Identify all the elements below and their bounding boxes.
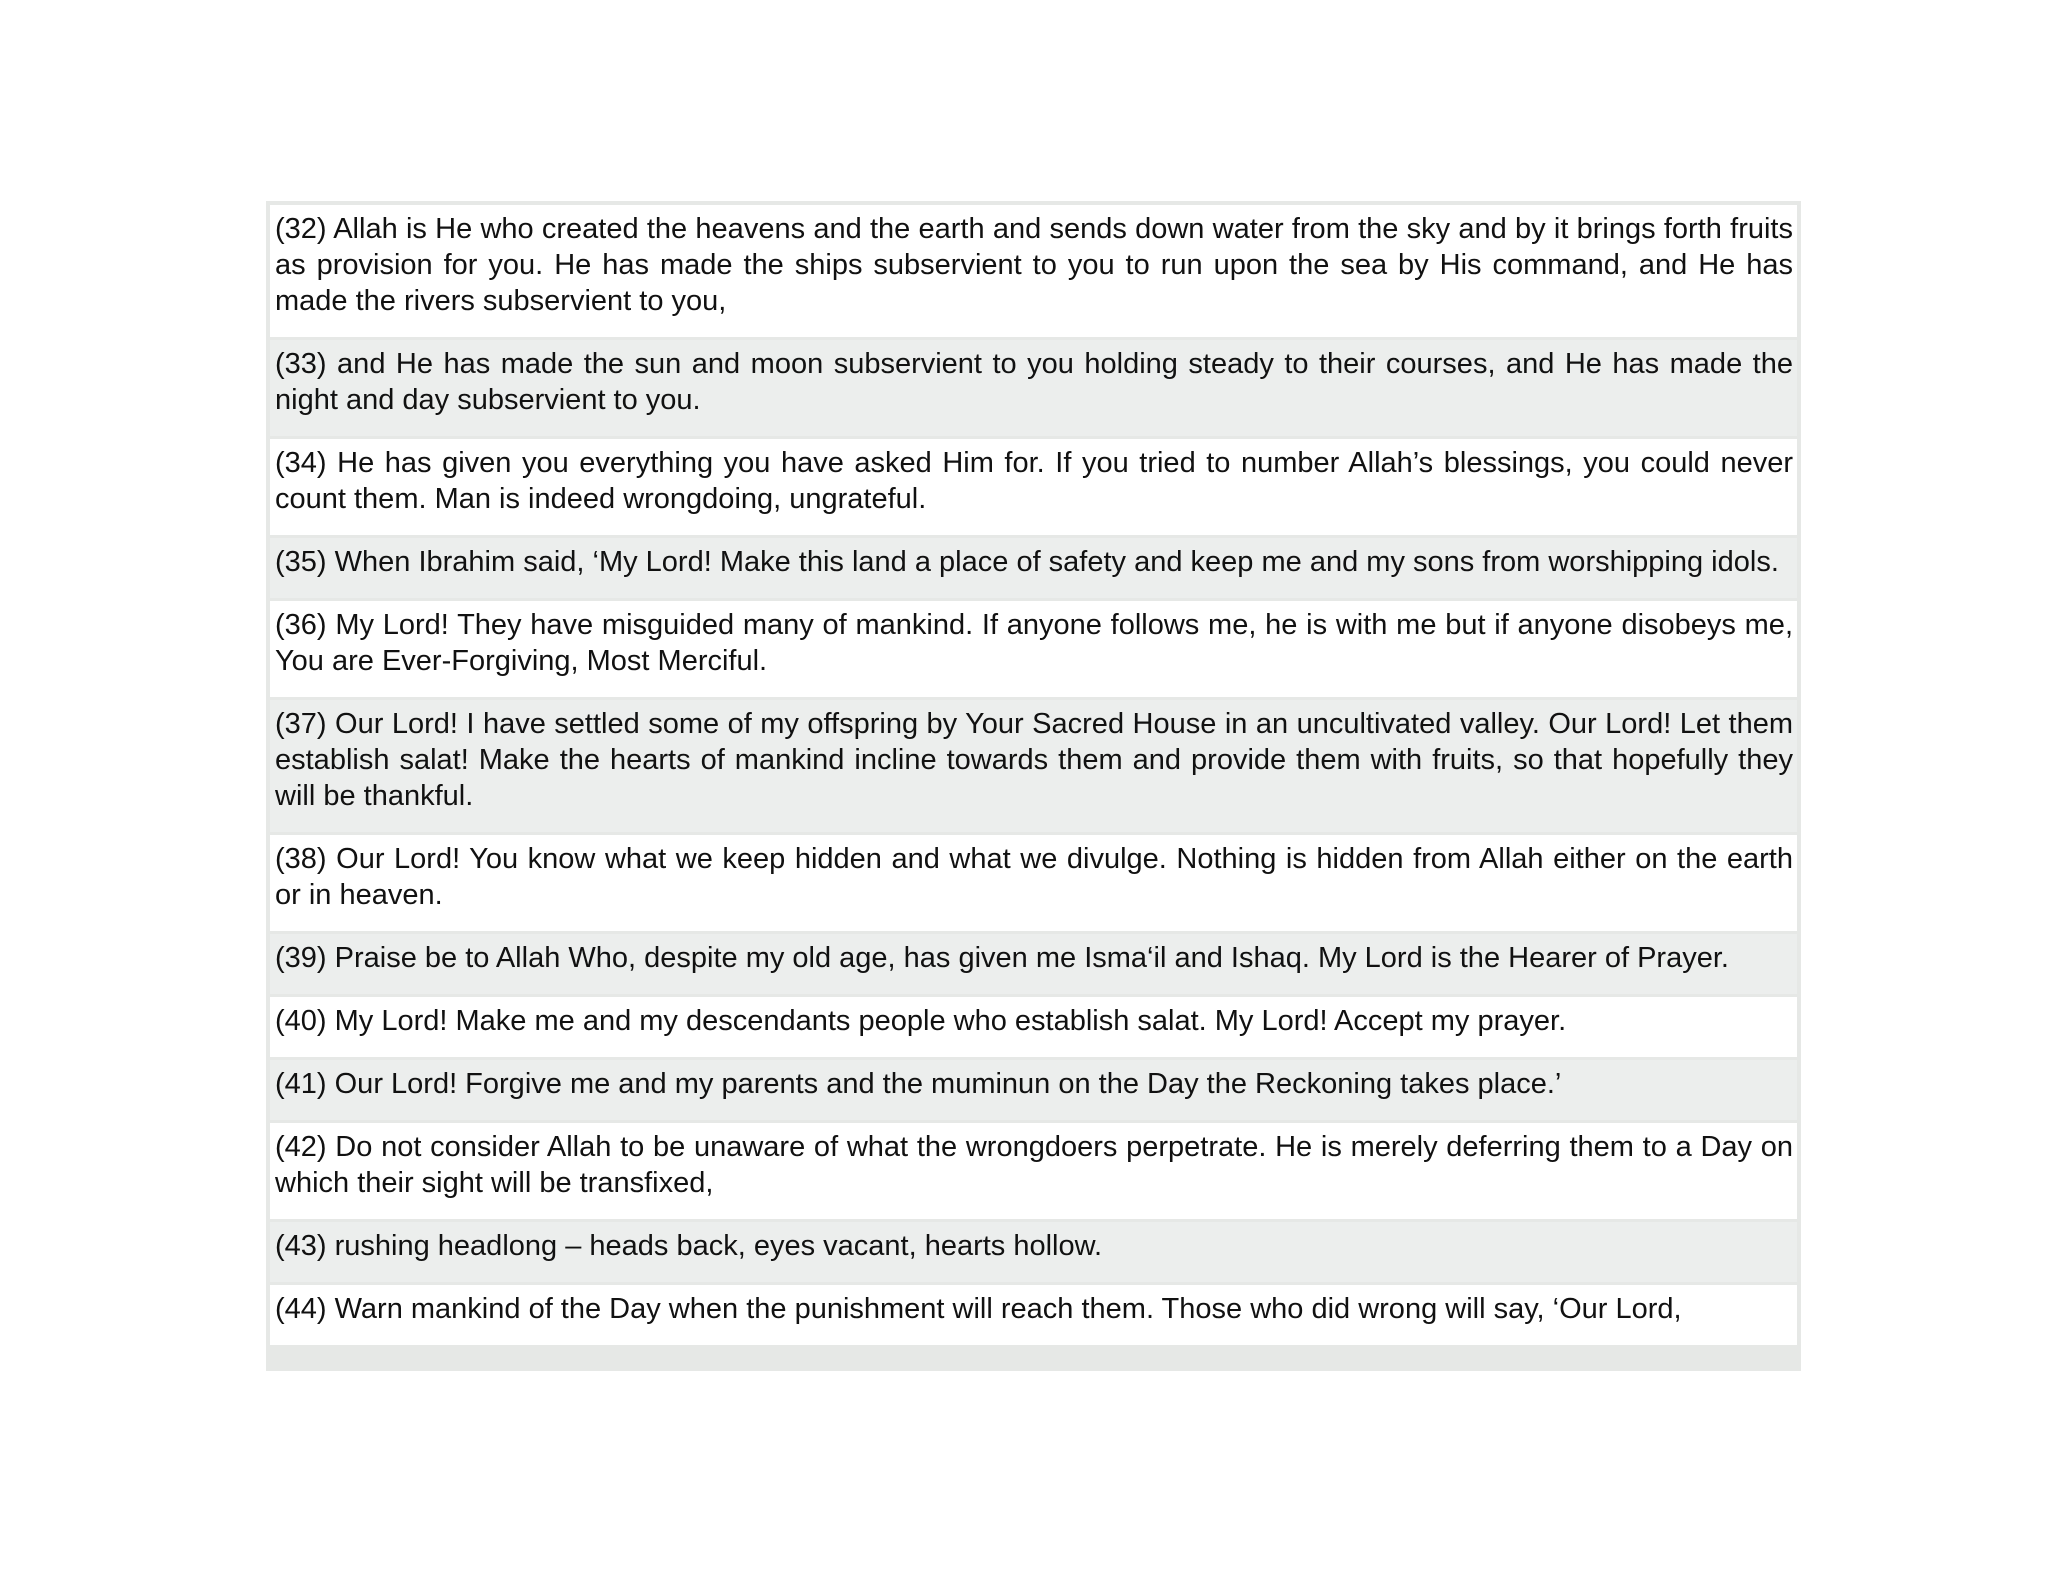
verse-44: (44) Warn mankind of the Day when the punishment will reach them. Those who did wrong will say, ‘Our Lord,: [270, 1285, 1797, 1345]
verse-33: (33) and He has made the sun and moon subservient to you holding steady to their courses, and He has made the night and day subservient to you.: [270, 340, 1797, 436]
verse-39: (39) Praise be to Allah Who, despite my old age, has given me Isma‘il and Ishaq. My Lord is the Hearer of Prayer.: [270, 934, 1797, 994]
verse-41: (41) Our Lord! Forgive me and my parents and the muminun on the Day the Reckoning takes place.’: [270, 1060, 1797, 1120]
verse-37: (37) Our Lord! I have settled some of my offspring by Your Sacred House in an uncultivated valley. Our Lord! Let them establish salat! Make the hearts of mankind incline towards them and provide them with fruits, so that hopefully they will be thankful.: [270, 700, 1797, 832]
verse-42: (42) Do not consider Allah to be unaware of what the wrongdoers perpetrate. He is merely deferring them to a Day on which their sight will be transfixed,: [270, 1123, 1797, 1219]
verse-35: (35) When Ibrahim said, ‘My Lord! Make this land a place of safety and keep me and my sons from worshipping idols.: [270, 538, 1797, 598]
verse-32: (32) Allah is He who created the heavens and the earth and sends down water from the sky and by it brings forth fruits as provision for you. He has made the ships subservient to you to run upon the sea by His command, and He has made the rivers subservient to you,: [270, 205, 1797, 337]
verse-34: (34) He has given you everything you have asked Him for. If you tried to number Allah’s blessings, you could never count them. Man is indeed wrongdoing, ungrateful.: [270, 439, 1797, 535]
verse-40: (40) My Lord! Make me and my descendants people who establish salat. My Lord! Accept my prayer.: [270, 997, 1797, 1057]
verse-43: (43) rushing headlong – heads back, eyes vacant, hearts hollow.: [270, 1222, 1797, 1282]
verse-36: (36) My Lord! They have misguided many of mankind. If anyone follows me, he is with me but if anyone disobeys me, You are Ever-Forgiving, Most Merciful.: [270, 601, 1797, 697]
verse-table: [266, 201, 1801, 1371]
verse-38: (38) Our Lord! You know what we keep hidden and what we divulge. Nothing is hidden from Allah either on the earth or in heaven.: [270, 835, 1797, 931]
